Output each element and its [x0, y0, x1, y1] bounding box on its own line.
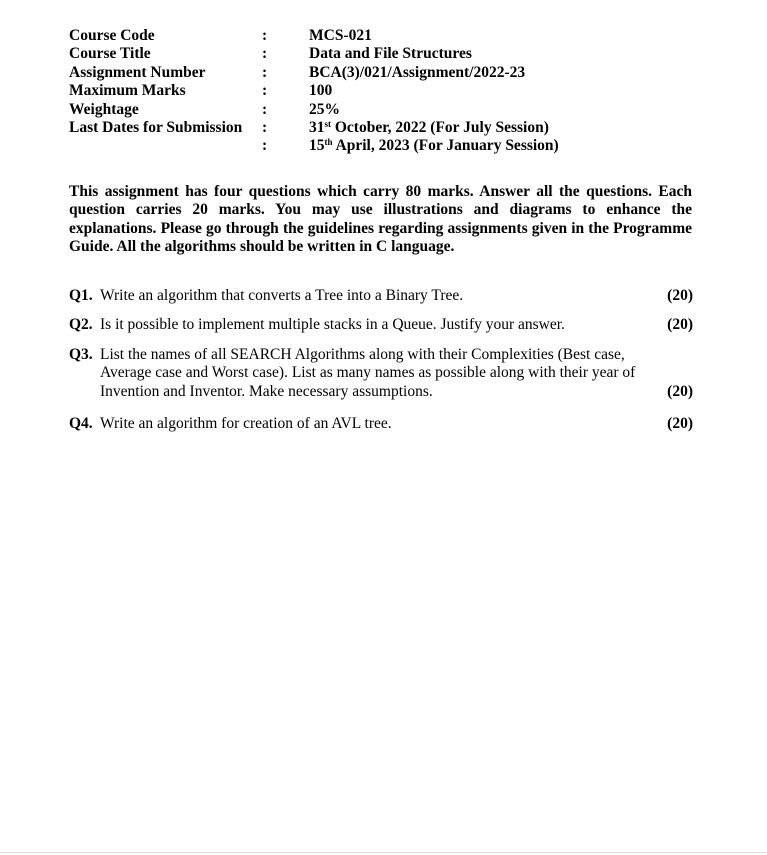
info-label: Course Title	[69, 45, 151, 63]
info-colon: :	[262, 45, 268, 63]
info-colon: :	[262, 27, 268, 44]
info-row-last-date-january	[69, 137, 709, 155]
info-value: 25%	[309, 100, 340, 118]
info-value: 100	[309, 82, 333, 100]
info-value: BCA(3)/021/Assignment/2022-23	[309, 63, 526, 81]
question-marks: (20)	[667, 383, 693, 400]
date-rest: October, 2022 (For July Session)	[331, 118, 549, 136]
info-value	[309, 119, 549, 137]
date-ordinal-suffix: st	[324, 118, 331, 129]
info-row-weightage	[69, 101, 709, 119]
question-marks: (20)	[667, 316, 693, 333]
course-info-table	[69, 27, 709, 156]
info-colon: :	[262, 118, 268, 136]
info-label: Weightage	[69, 100, 139, 118]
question-text: List the names of all SEARCH Algorithms along with their Complexities (Best case, Average case and Worst case). List as many names as possible along with their year of Invention and Inventor. Make necessary assumptions.	[100, 346, 636, 400]
info-label: Assignment Number	[69, 63, 206, 81]
info-value: Data and File Structures	[309, 45, 472, 63]
question-marks: (20)	[667, 287, 693, 304]
question-number: Q2.	[69, 316, 93, 333]
info-colon: :	[262, 63, 268, 81]
question-number: Q3.	[69, 346, 93, 363]
date-ordinal-suffix: th	[324, 137, 333, 148]
question-text: Is it possible to implement multiple stacks in a Queue. Justify your answer.	[100, 316, 565, 333]
date-day: 31	[309, 118, 325, 136]
question-1	[69, 287, 693, 305]
question-text: Write an algorithm that converts a Tree into a Binary Tree.	[100, 287, 464, 304]
question-4	[69, 415, 693, 433]
info-row-course-code	[69, 27, 709, 45]
date-rest: April, 2023 (For January Session)	[332, 137, 559, 155]
info-value: MCS-021	[309, 27, 372, 44]
info-row-last-date-july	[69, 119, 709, 137]
page-bottom-divider	[0, 852, 767, 853]
info-row-assignment-number	[69, 64, 709, 82]
info-label: Course Code	[69, 27, 155, 44]
info-colon: :	[262, 137, 268, 155]
info-row-maximum-marks	[69, 82, 709, 100]
info-colon: :	[262, 100, 268, 118]
question-marks: (20)	[667, 415, 693, 432]
info-label: Last Dates for Submission	[69, 118, 243, 136]
question-3	[69, 346, 693, 401]
info-colon: :	[262, 82, 268, 100]
question-text: Write an algorithm for creation of an AVL tree.	[100, 415, 392, 432]
question-number: Q1.	[69, 287, 93, 304]
info-value	[309, 137, 559, 155]
info-label: Maximum Marks	[69, 82, 186, 100]
info-row-course-title	[69, 45, 709, 63]
date-day: 15	[309, 137, 325, 155]
instructions-paragraph: This assignment has four questions which carry 80 marks. Answer all the questions. Each question carries 20 marks. You may use illustrations and diagrams to enhance the explanations. Please go through the guidelines regarding assignments given in the Programme Guide. All the algorithms should be written in C language.	[69, 183, 692, 255]
question-2	[69, 316, 693, 334]
question-number: Q4.	[69, 415, 93, 432]
